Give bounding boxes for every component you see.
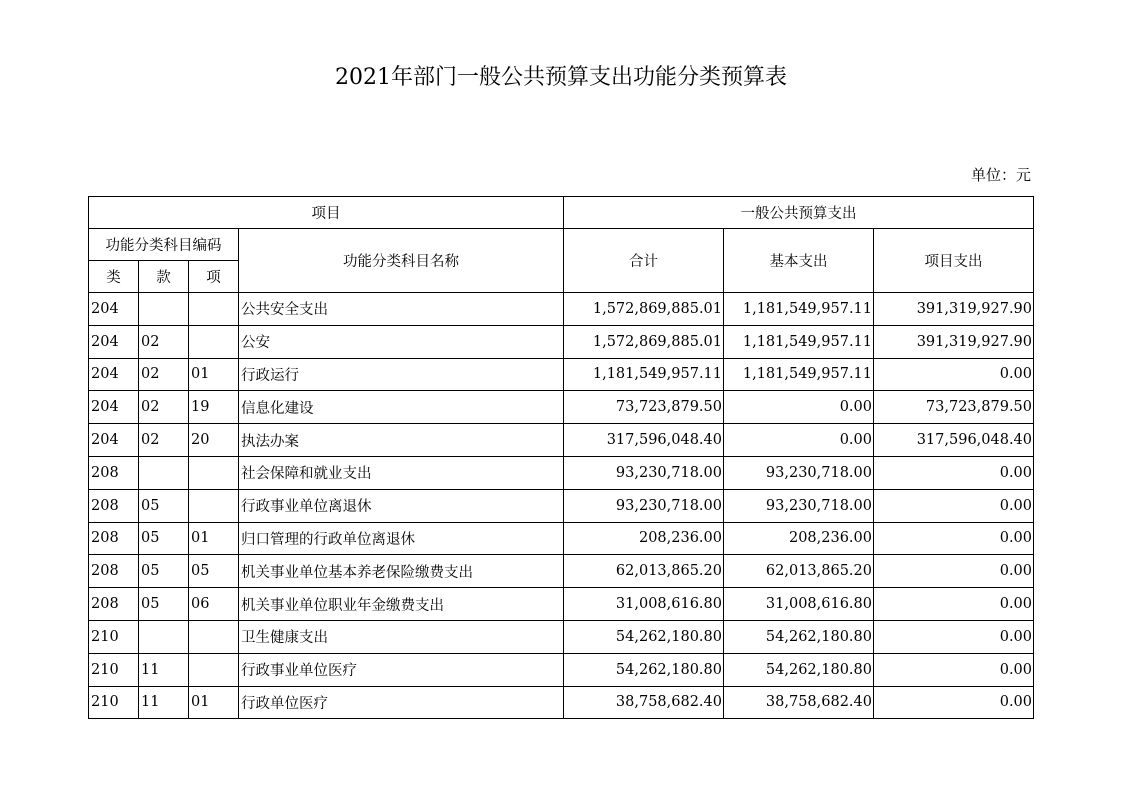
cell-project: 73,723,879.50 bbox=[874, 391, 1034, 424]
cell-total: 62,013,865.20 bbox=[564, 555, 724, 588]
cell-xiang bbox=[189, 620, 239, 653]
table-row bbox=[89, 325, 1034, 358]
cell-basic: 62,013,865.20 bbox=[724, 555, 874, 588]
header-row-2 bbox=[89, 229, 1034, 261]
cell-project: 0.00 bbox=[874, 686, 1034, 719]
cell-total: 54,262,180.80 bbox=[564, 620, 724, 653]
header-project: 项目 bbox=[89, 197, 564, 229]
cell-project: 0.00 bbox=[874, 555, 1034, 588]
cell-name: 归口管理的行政单位离退休 bbox=[239, 522, 564, 555]
cell-xiang: 06 bbox=[189, 588, 239, 621]
header-lei: 类 bbox=[89, 261, 139, 293]
header-name: 功能分类科目名称 bbox=[239, 229, 564, 293]
cell-project: 0.00 bbox=[874, 620, 1034, 653]
cell-xiang bbox=[189, 489, 239, 522]
table-row bbox=[89, 522, 1034, 555]
page-title: 2021年部门一般公共预算支出功能分类预算表 bbox=[335, 65, 787, 90]
cell-name: 卫生健康支出 bbox=[239, 620, 564, 653]
table-row bbox=[89, 555, 1034, 588]
cell-name: 社会保障和就业支出 bbox=[239, 456, 564, 489]
cell-total: 31,008,616.80 bbox=[564, 588, 724, 621]
cell-kuan: 05 bbox=[139, 489, 189, 522]
table-row bbox=[89, 424, 1034, 457]
cell-total: 1,181,549,957.11 bbox=[564, 358, 724, 391]
header-row-1 bbox=[89, 197, 1034, 229]
cell-project: 0.00 bbox=[874, 489, 1034, 522]
cell-name: 信息化建设 bbox=[239, 391, 564, 424]
cell-total: 1,572,869,885.01 bbox=[564, 293, 724, 326]
cell-name: 行政事业单位医疗 bbox=[239, 653, 564, 686]
cell-lei: 210 bbox=[89, 686, 139, 719]
cell-xiang bbox=[189, 325, 239, 358]
cell-lei: 208 bbox=[89, 588, 139, 621]
cell-total: 54,262,180.80 bbox=[564, 653, 724, 686]
cell-kuan: 02 bbox=[139, 358, 189, 391]
cell-xiang: 20 bbox=[189, 424, 239, 457]
cell-name: 行政运行 bbox=[239, 358, 564, 391]
header-basic: 基本支出 bbox=[724, 229, 874, 293]
cell-name: 公共安全支出 bbox=[239, 293, 564, 326]
cell-basic: 208,236.00 bbox=[724, 522, 874, 555]
cell-xiang: 05 bbox=[189, 555, 239, 588]
cell-project: 0.00 bbox=[874, 358, 1034, 391]
cell-name: 机关事业单位基本养老保险缴费支出 bbox=[239, 555, 564, 588]
cell-xiang: 19 bbox=[189, 391, 239, 424]
table-row bbox=[89, 686, 1034, 719]
cell-xiang: 01 bbox=[189, 686, 239, 719]
cell-basic: 0.00 bbox=[724, 391, 874, 424]
cell-project: 0.00 bbox=[874, 456, 1034, 489]
header-general-budget: 一般公共预算支出 bbox=[564, 197, 1034, 229]
cell-project: 391,319,927.90 bbox=[874, 293, 1034, 326]
cell-total: 1,572,869,885.01 bbox=[564, 325, 724, 358]
cell-total: 317,596,048.40 bbox=[564, 424, 724, 457]
cell-total: 208,236.00 bbox=[564, 522, 724, 555]
cell-total: 93,230,718.00 bbox=[564, 489, 724, 522]
cell-kuan: 11 bbox=[139, 686, 189, 719]
cell-basic: 93,230,718.00 bbox=[724, 489, 874, 522]
cell-lei: 210 bbox=[89, 653, 139, 686]
cell-total: 73,723,879.50 bbox=[564, 391, 724, 424]
cell-basic: 0.00 bbox=[724, 424, 874, 457]
cell-xiang bbox=[189, 293, 239, 326]
cell-basic: 93,230,718.00 bbox=[724, 456, 874, 489]
header-total: 合计 bbox=[564, 229, 724, 293]
cell-kuan: 05 bbox=[139, 522, 189, 555]
cell-kuan bbox=[139, 620, 189, 653]
cell-basic: 1,181,549,957.11 bbox=[724, 358, 874, 391]
table-row bbox=[89, 653, 1034, 686]
cell-xiang: 01 bbox=[189, 358, 239, 391]
table-row bbox=[89, 358, 1034, 391]
table-row bbox=[89, 620, 1034, 653]
cell-kuan: 05 bbox=[139, 555, 189, 588]
cell-name: 机关事业单位职业年金缴费支出 bbox=[239, 588, 564, 621]
cell-lei: 204 bbox=[89, 424, 139, 457]
header-kuan: 款 bbox=[139, 261, 189, 293]
cell-xiang bbox=[189, 653, 239, 686]
cell-kuan: 11 bbox=[139, 653, 189, 686]
table-row bbox=[89, 456, 1034, 489]
cell-lei: 204 bbox=[89, 358, 139, 391]
cell-total: 38,758,682.40 bbox=[564, 686, 724, 719]
header-code-group: 功能分类科目编码 bbox=[89, 229, 239, 261]
cell-kuan: 02 bbox=[139, 391, 189, 424]
unit-label: 单位：元 bbox=[970, 166, 1031, 184]
cell-name: 行政单位医疗 bbox=[239, 686, 564, 719]
cell-xiang bbox=[189, 456, 239, 489]
cell-kuan bbox=[139, 456, 189, 489]
cell-lei: 208 bbox=[89, 489, 139, 522]
cell-total: 93,230,718.00 bbox=[564, 456, 724, 489]
cell-basic: 54,262,180.80 bbox=[724, 620, 874, 653]
cell-project: 391,319,927.90 bbox=[874, 325, 1034, 358]
table-row bbox=[89, 489, 1034, 522]
cell-lei: 210 bbox=[89, 620, 139, 653]
table-row bbox=[89, 293, 1034, 326]
table-row bbox=[89, 391, 1034, 424]
cell-lei: 204 bbox=[89, 325, 139, 358]
cell-xiang: 01 bbox=[189, 522, 239, 555]
cell-lei: 204 bbox=[89, 293, 139, 326]
budget-table bbox=[88, 196, 1034, 719]
cell-name: 行政事业单位离退休 bbox=[239, 489, 564, 522]
cell-kuan: 02 bbox=[139, 325, 189, 358]
cell-lei: 208 bbox=[89, 456, 139, 489]
cell-kuan: 02 bbox=[139, 424, 189, 457]
cell-name: 执法办案 bbox=[239, 424, 564, 457]
cell-kuan bbox=[139, 293, 189, 326]
cell-basic: 54,262,180.80 bbox=[724, 653, 874, 686]
cell-lei: 208 bbox=[89, 555, 139, 588]
cell-lei: 208 bbox=[89, 522, 139, 555]
cell-name: 公安 bbox=[239, 325, 564, 358]
table-row bbox=[89, 588, 1034, 621]
cell-project: 317,596,048.40 bbox=[874, 424, 1034, 457]
cell-project: 0.00 bbox=[874, 588, 1034, 621]
cell-basic: 1,181,549,957.11 bbox=[724, 293, 874, 326]
header-xiang: 项 bbox=[189, 261, 239, 293]
cell-project: 0.00 bbox=[874, 522, 1034, 555]
cell-basic: 1,181,549,957.11 bbox=[724, 325, 874, 358]
cell-lei: 204 bbox=[89, 391, 139, 424]
cell-project: 0.00 bbox=[874, 653, 1034, 686]
cell-basic: 31,008,616.80 bbox=[724, 588, 874, 621]
cell-basic: 38,758,682.40 bbox=[724, 686, 874, 719]
header-project-expense: 项目支出 bbox=[874, 229, 1034, 293]
cell-kuan: 05 bbox=[139, 588, 189, 621]
